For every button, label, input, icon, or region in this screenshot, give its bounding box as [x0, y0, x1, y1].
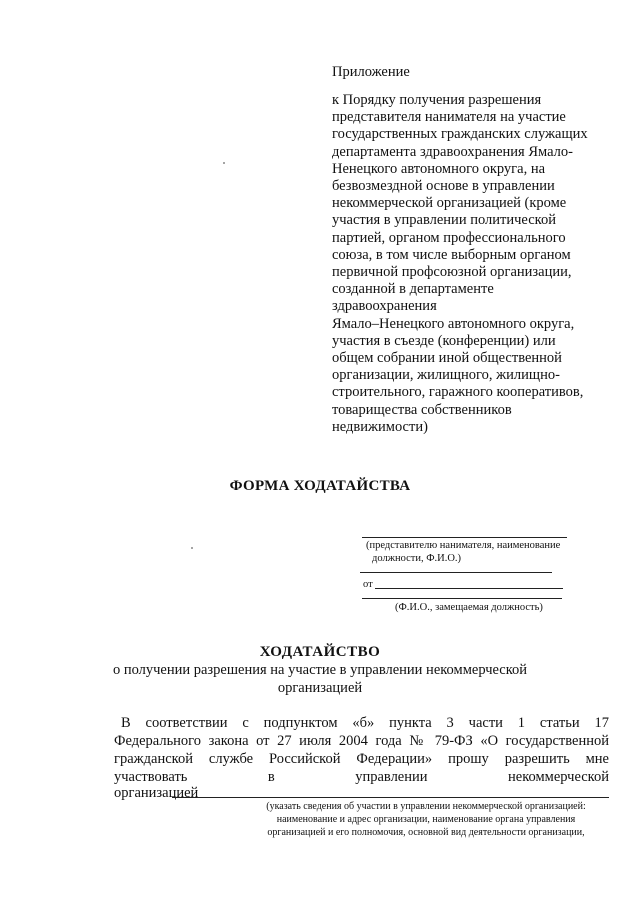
addressee-line: [360, 572, 552, 573]
appendix-text: [332, 92, 612, 436]
petition-title: ХОДАТАЙСТВО: [259, 644, 381, 660]
appendix-line: Ненецкого автономного округа, на: [332, 160, 546, 177]
petition-footnote: [236, 800, 616, 839]
from-caption: (Ф.И.О., замещаемая должность): [395, 602, 543, 613]
organization-fill-line: [172, 797, 609, 798]
appendix-line: недвижимости): [332, 418, 428, 435]
appendix-line: строительного, гаражного кооперативов,: [332, 384, 584, 401]
appendix-line: Ямало–Ненецкого автономного округа,: [332, 315, 575, 332]
petition-body-line: Федерального закона от 27 июля 2004 года № 79-ФЗ «О государственной: [114, 733, 609, 749]
scan-speck: [223, 162, 225, 164]
appendix-line: безвозмездной основе в управлении: [332, 178, 555, 195]
appendix-line: первичной профсоюзной организации,: [332, 264, 572, 281]
petition-body-line: В соответствии с подпунктом «б» пункта 3 части 1 статьи 17: [121, 715, 609, 731]
petition-subtitle-line: организацией: [277, 680, 363, 696]
appendix-line: к Порядку получения разрешения: [332, 92, 542, 108]
petition-body-line: гражданской службе Российской Федерации» прошу разрешить мне: [114, 751, 609, 767]
footnote-line: наименование и адрес организации, наименование органа управления: [276, 814, 576, 825]
from-label: от: [363, 579, 373, 590]
appendix-line: созданной в департаменте: [332, 281, 494, 298]
appendix-line: союза, в том числе выборным органом: [332, 246, 571, 263]
addressee-line: [362, 537, 567, 538]
from-line: [362, 598, 562, 599]
footnote-line: организацией и его полномочия, основной вид деятельности организации,: [267, 827, 585, 838]
appendix-line: общем собрании иной общественной: [332, 350, 562, 367]
appendix-line: здравоохранения: [332, 298, 437, 315]
appendix-line: партией, органом профессионального: [332, 229, 566, 246]
footnote-line: (указать сведения об участии в управлении некоммерческой организацией:: [266, 801, 586, 812]
petition-body-line: участвовать в управлении некоммерческой: [114, 769, 609, 785]
appendix-line: товарищества собственников: [332, 401, 512, 418]
from-line: [375, 588, 563, 589]
appendix-line: участия в управлении политической: [332, 212, 556, 229]
appendix-line: государственных гражданских служащих: [332, 126, 588, 143]
petition-body-line: организацией: [114, 785, 199, 801]
appendix-line: участия в съезде (конференции) или: [332, 332, 556, 349]
addressee-caption: должности, Ф.И.О.): [372, 553, 462, 564]
appendix-line: некоммерческой организацией (кроме: [332, 195, 567, 212]
petition-subtitle: [0, 661, 640, 697]
form-title: ФОРМА ХОДАТАЙСТВА: [229, 478, 411, 494]
addressee-caption: (представителю нанимателя, наименование: [366, 540, 561, 551]
appendix-line: департамента здравоохранения Ямало-: [332, 143, 573, 160]
appendix-line: представителя нанимателя на участие: [332, 109, 566, 126]
appendix-title: Приложение: [332, 64, 410, 80]
petition-subtitle-line: о получении разрешения на участие в управлении некоммерческой: [112, 662, 528, 678]
scan-speck: [191, 547, 193, 549]
appendix-line: организации, жилищного, жилищно-: [332, 367, 560, 384]
